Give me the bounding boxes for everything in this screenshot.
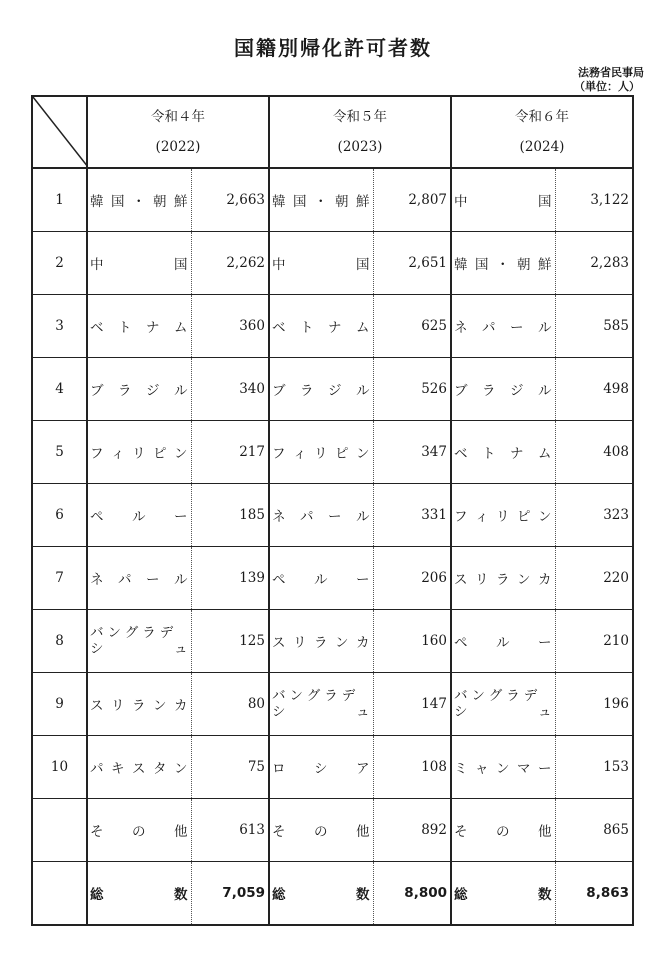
country-cell xyxy=(87,862,191,926)
table-row xyxy=(32,547,633,610)
header-row xyxy=(32,96,633,168)
country-name-char: シ xyxy=(454,704,468,720)
country-name-char: ス xyxy=(132,761,146,777)
country-cell xyxy=(451,736,555,799)
count-cell: 139 xyxy=(191,547,269,610)
country-name-char: 中 xyxy=(454,194,468,210)
count-cell: 892 xyxy=(373,799,451,862)
count-cell: 613 xyxy=(191,799,269,862)
count-cell: 206 xyxy=(373,547,451,610)
country-name-char: ャ xyxy=(475,761,489,777)
country-name-char: ラ xyxy=(496,572,510,588)
country-name-char: ル xyxy=(538,383,552,399)
diagonal-line-icon xyxy=(33,97,88,167)
rank-cell: 3 xyxy=(32,295,87,358)
rank-cell: 4 xyxy=(32,358,87,421)
country-name-char: ブ xyxy=(454,383,468,399)
country-name-char: 総 xyxy=(90,887,104,903)
country-name-char: カ xyxy=(538,572,552,588)
count-cell: 210 xyxy=(555,610,633,673)
country-name-char: 朝 xyxy=(335,194,349,210)
country-name-char: ミ xyxy=(454,761,468,777)
table-row xyxy=(32,610,633,673)
country-name-char: ス xyxy=(90,698,104,714)
country-name-char: シ xyxy=(272,704,286,720)
page-title: 国籍別帰化許可者数 xyxy=(234,36,432,60)
country-name-char: ジ xyxy=(328,383,342,399)
country-name-char: ル xyxy=(538,320,552,336)
country-name-char: ル xyxy=(356,509,370,525)
country-name-char: ー xyxy=(146,572,160,588)
country-name-char: ラ xyxy=(118,383,132,399)
country-name-char: ・ xyxy=(496,257,510,273)
country-name-char: 朝 xyxy=(153,194,167,210)
country-name-char: ム xyxy=(356,320,370,336)
country-cell xyxy=(269,673,373,736)
country-name-char: フ xyxy=(272,446,286,462)
rank-cell xyxy=(32,862,87,926)
country-cell xyxy=(269,358,373,421)
rank-cell: 9 xyxy=(32,673,87,736)
count-cell: 8,863 xyxy=(586,885,629,901)
count-cell: 75 xyxy=(191,736,269,799)
country-name-char: リ xyxy=(111,698,125,714)
country-name-char: ペ xyxy=(454,635,468,651)
country-name-char: ピ xyxy=(153,446,167,462)
count-cell: 7,059 xyxy=(191,862,269,926)
country-name-char: 国 xyxy=(293,194,307,210)
count-cell: 217 xyxy=(191,421,269,484)
country-name-char: 朝 xyxy=(517,257,531,273)
count-cell: 125 xyxy=(191,610,269,673)
country-name-char: ロ xyxy=(272,761,286,777)
country-name-char: ル xyxy=(496,635,510,651)
country-name-char: パ xyxy=(90,761,104,777)
country-cell xyxy=(87,295,191,358)
country-name-char: そ xyxy=(272,824,286,840)
country-name-char: ペ xyxy=(272,572,286,588)
country-name-char: ン xyxy=(538,509,552,525)
country-name-char: リ xyxy=(475,572,489,588)
table-row xyxy=(32,736,633,799)
country-cell xyxy=(269,862,373,926)
table-row xyxy=(32,295,633,358)
count-cell: 185 xyxy=(191,484,269,547)
country-name-char: そ xyxy=(454,824,468,840)
country-name-char: ラ xyxy=(314,635,328,651)
count-cell: 2,262 xyxy=(191,232,269,295)
count-cell: 498 xyxy=(555,358,633,421)
country-name-char: ル xyxy=(314,572,328,588)
country-name-char: リ xyxy=(314,446,328,462)
country-cell xyxy=(87,484,191,547)
country-name-char: ス xyxy=(454,572,468,588)
country-name-char: ュ xyxy=(356,704,370,720)
country-name-char: ー xyxy=(174,509,188,525)
country-name-char: の xyxy=(496,824,510,840)
header-era: 令和６年 xyxy=(515,109,569,125)
count-cell: 3,122 xyxy=(555,168,633,232)
country-cell xyxy=(87,799,191,862)
country-cell xyxy=(269,799,373,862)
count-cell: 2,663 xyxy=(191,168,269,232)
count-cell: 323 xyxy=(555,484,633,547)
country-name-char: ン xyxy=(153,698,167,714)
country-name-char: マ xyxy=(517,761,531,777)
country-name-char: ・ xyxy=(314,194,328,210)
country-name-char: 数 xyxy=(356,887,370,903)
country-name-char: ン xyxy=(335,635,349,651)
country-name-char: ブ xyxy=(272,383,286,399)
country-name-char: カ xyxy=(174,698,188,714)
rank-cell: 10 xyxy=(32,736,87,799)
country-cell xyxy=(451,862,555,926)
country-name-char: リ xyxy=(132,446,146,462)
count-cell: 2,651 xyxy=(373,232,451,295)
country-name-char: 鮮 xyxy=(356,194,370,210)
country-name-line: バングラデ xyxy=(454,688,542,704)
country-cell xyxy=(87,547,191,610)
country-name-char: 国 xyxy=(174,257,188,273)
country-cell xyxy=(451,547,555,610)
country-cell xyxy=(451,358,555,421)
rank-cell: 2 xyxy=(32,232,87,295)
country-name-char: パ xyxy=(300,509,314,525)
unit-label: （単位：人） xyxy=(574,80,640,93)
country-name-char: ナ xyxy=(510,446,524,462)
country-cell xyxy=(269,547,373,610)
country-name-char: ネ xyxy=(454,320,468,336)
country-name-char: 韓 xyxy=(454,257,468,273)
country-name-char: 中 xyxy=(90,257,104,273)
rank-cell xyxy=(32,799,87,862)
country-name-char: ー xyxy=(356,572,370,588)
country-name-char: ・ xyxy=(132,194,146,210)
country-cell xyxy=(451,421,555,484)
country-cell xyxy=(451,673,555,736)
country-name-char: ア xyxy=(356,761,370,777)
country-name-char: ネ xyxy=(272,509,286,525)
country-cell xyxy=(87,168,191,232)
country-name-char: フ xyxy=(90,446,104,462)
country-name-char: ナ xyxy=(328,320,342,336)
country-cell xyxy=(269,484,373,547)
header-year: (2024) xyxy=(519,139,565,155)
country-cell xyxy=(269,610,373,673)
country-name-char: ナ xyxy=(146,320,160,336)
rank-cell: 1 xyxy=(32,168,87,232)
country-name-char: ィ xyxy=(293,446,307,462)
country-name-char: ネ xyxy=(90,572,104,588)
country-name-char: ピ xyxy=(335,446,349,462)
country-name-char: 鮮 xyxy=(174,194,188,210)
country-name-char: ジ xyxy=(510,383,524,399)
country-name-char: ラ xyxy=(132,698,146,714)
country-name-char: 国 xyxy=(356,257,370,273)
country-cell xyxy=(451,799,555,862)
country-name-char: ル xyxy=(174,383,188,399)
country-name-char: ピ xyxy=(517,509,531,525)
country-name-char: ン xyxy=(517,572,531,588)
country-name-char: ス xyxy=(272,635,286,651)
country-name-char: パ xyxy=(482,320,496,336)
country-cell xyxy=(269,232,373,295)
country-cell xyxy=(87,358,191,421)
country-name-char: の xyxy=(132,824,146,840)
count-cell: 340 xyxy=(191,358,269,421)
country-name-char: 他 xyxy=(538,824,552,840)
naturalization-table xyxy=(31,95,634,926)
count-cell: 108 xyxy=(373,736,451,799)
rank-cell: 8 xyxy=(32,610,87,673)
country-name-char: ン xyxy=(356,446,370,462)
count-cell: 347 xyxy=(373,421,451,484)
country-name-char: ラ xyxy=(300,383,314,399)
country-cell xyxy=(87,736,191,799)
country-name-char: ー xyxy=(538,635,552,651)
country-cell xyxy=(451,295,555,358)
country-name-char: ル xyxy=(174,572,188,588)
country-cell xyxy=(451,232,555,295)
header-year-3 xyxy=(451,96,633,168)
country-name-char: ベ xyxy=(454,446,468,462)
table-row xyxy=(32,799,633,862)
country-name-char: 中 xyxy=(272,257,286,273)
country-name-char: 韓 xyxy=(90,194,104,210)
country-cell xyxy=(451,168,555,232)
country-name-char: ト xyxy=(300,320,314,336)
count-cell: 196 xyxy=(555,673,633,736)
header-era: 令和４年 xyxy=(151,109,205,125)
table-row xyxy=(32,232,633,295)
country-name-char: タ xyxy=(153,761,167,777)
country-name-char: ト xyxy=(118,320,132,336)
country-name-char: ベ xyxy=(272,320,286,336)
country-name-char: ュ xyxy=(538,704,552,720)
country-name-char: 数 xyxy=(174,887,188,903)
country-name-char: 他 xyxy=(174,824,188,840)
department-label: 法務省民事局 xyxy=(578,66,644,79)
count-cell: 153 xyxy=(555,736,633,799)
header-era: 令和５年 xyxy=(333,109,387,125)
country-name-char: ラ xyxy=(482,383,496,399)
count-cell: 625 xyxy=(373,295,451,358)
count-cell: 585 xyxy=(555,295,633,358)
count-cell: 160 xyxy=(373,610,451,673)
country-name-char: ー xyxy=(328,509,342,525)
country-name-char: 韓 xyxy=(272,194,286,210)
count-cell: 331 xyxy=(373,484,451,547)
country-name-char: ブ xyxy=(90,383,104,399)
table-row xyxy=(32,484,633,547)
rank-cell: 6 xyxy=(32,484,87,547)
country-cell xyxy=(269,736,373,799)
country-name-char: ル xyxy=(132,509,146,525)
rank-cell: 7 xyxy=(32,547,87,610)
country-name-char: ン xyxy=(174,761,188,777)
count-cell: 220 xyxy=(555,547,633,610)
country-cell xyxy=(269,421,373,484)
country-name-char: ム xyxy=(538,446,552,462)
total-row xyxy=(32,862,633,926)
country-name-char: ペ xyxy=(90,509,104,525)
country-name-char: 国 xyxy=(475,257,489,273)
country-name-char: 鮮 xyxy=(538,257,552,273)
country-name-char: 他 xyxy=(356,824,370,840)
count-cell: 147 xyxy=(373,673,451,736)
count-cell: 80 xyxy=(191,673,269,736)
country-name-char: 国 xyxy=(538,194,552,210)
country-name-char: リ xyxy=(496,509,510,525)
country-name-char: シ xyxy=(90,641,104,657)
country-cell xyxy=(87,232,191,295)
country-name-char: ル xyxy=(356,383,370,399)
count-cell: 526 xyxy=(373,358,451,421)
country-name-char: ジ xyxy=(146,383,160,399)
table-row xyxy=(32,168,633,232)
country-name-char: の xyxy=(314,824,328,840)
header-year-2 xyxy=(269,96,451,168)
country-cell xyxy=(269,295,373,358)
country-name-char: そ xyxy=(90,824,104,840)
count-cell: 408 xyxy=(555,421,633,484)
country-cell xyxy=(87,610,191,673)
country-name-char: 国 xyxy=(111,194,125,210)
count-cell: 865 xyxy=(555,799,633,862)
rank-cell: 5 xyxy=(32,421,87,484)
country-name-char: ィ xyxy=(475,509,489,525)
country-name-char: 総 xyxy=(454,887,468,903)
country-name-char: ベ xyxy=(90,320,104,336)
table-row xyxy=(32,673,633,736)
header-year: (2022) xyxy=(155,139,201,155)
country-cell xyxy=(269,168,373,232)
country-name-char: ー xyxy=(510,320,524,336)
country-name-char: ム xyxy=(174,320,188,336)
count-cell: 2,807 xyxy=(373,168,451,232)
country-name-line: バングラデ xyxy=(90,625,178,641)
corner-cell xyxy=(32,96,87,168)
country-cell xyxy=(451,484,555,547)
country-name-char: シ xyxy=(314,761,328,777)
country-name-char: キ xyxy=(111,761,125,777)
count-cell: 360 xyxy=(191,295,269,358)
country-name-char: 数 xyxy=(538,887,552,903)
country-cell xyxy=(87,673,191,736)
count-cell: 8,800 xyxy=(373,862,451,926)
count-cell: 2,283 xyxy=(555,232,633,295)
country-name-char: ン xyxy=(496,761,510,777)
country-name-char: ュ xyxy=(174,641,188,657)
country-name-char: リ xyxy=(293,635,307,651)
country-cell xyxy=(87,421,191,484)
country-cell xyxy=(451,610,555,673)
header-year: (2023) xyxy=(337,139,383,155)
table-row xyxy=(32,421,633,484)
country-name-char: カ xyxy=(356,635,370,651)
header-year-1 xyxy=(87,96,269,168)
country-name-char: 総 xyxy=(272,887,286,903)
country-name-char: フ xyxy=(454,509,468,525)
country-name-char: ン xyxy=(174,446,188,462)
country-name-char: パ xyxy=(118,572,132,588)
country-name-char: ー xyxy=(538,761,552,777)
country-name-line: バングラデ xyxy=(272,688,360,704)
table-row xyxy=(32,358,633,421)
country-name-char: ィ xyxy=(111,446,125,462)
country-name-char: ト xyxy=(482,446,496,462)
